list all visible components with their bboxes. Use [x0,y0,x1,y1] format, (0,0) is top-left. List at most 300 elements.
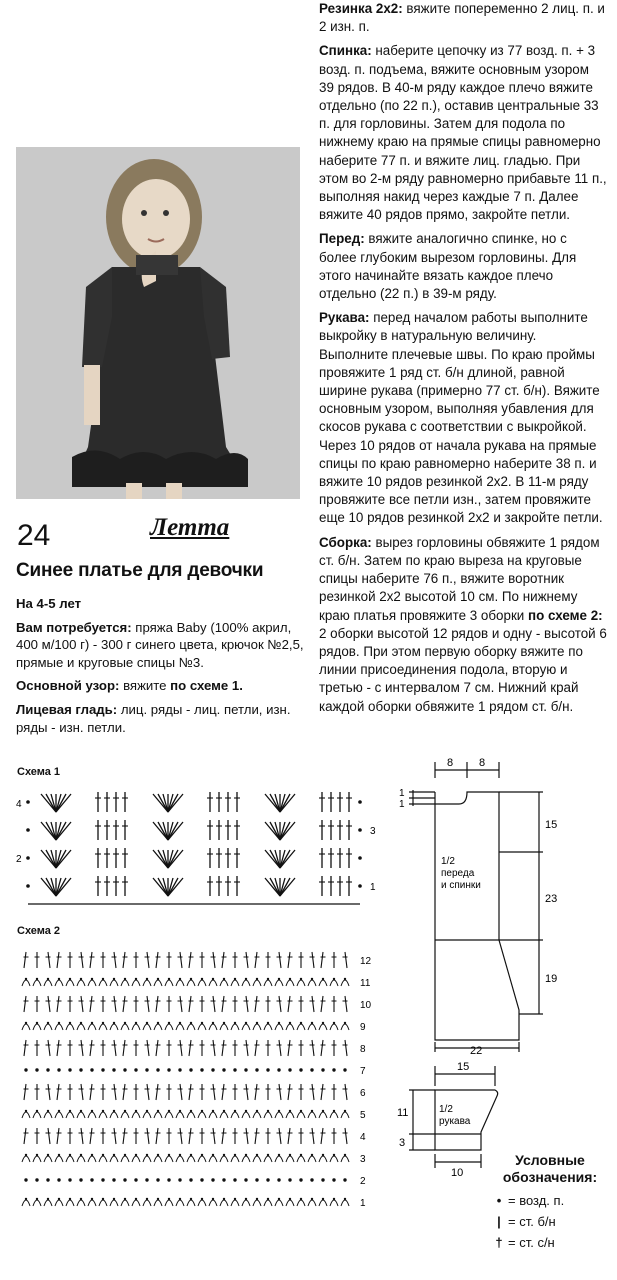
scheme2-arch [33,1112,41,1118]
scheme2-chain-dot [212,1198,214,1200]
scheme2-chain-dot [267,1198,269,1200]
scheme2-chain-dot [289,1022,291,1024]
scheme2-arch [154,1156,162,1162]
scheme2-chain-dot [69,1154,71,1156]
scheme2-arch [132,980,140,986]
scheme2-dc-stitch [222,1040,224,1056]
scheme2-dc-stitch [288,952,290,968]
scheme2-dc-stitch [222,952,224,968]
scheme2-arch [330,1024,338,1030]
scheme2-chain-dot [299,1178,302,1181]
scheme2-chain-dot [46,1068,49,1071]
scheme2-arch [110,980,118,986]
scheme2-arch [165,980,173,986]
scheme2-chain-dot [168,1154,170,1156]
scheme2-chain-dot [101,1068,104,1071]
scheme2-chain-dot [47,1198,49,1200]
scheme2-dc-stitch [57,952,59,968]
scheme2-chain-dot [344,978,346,980]
scheme2-arch [44,1200,52,1206]
scheme2-chain-dot [300,1154,302,1156]
scheme2-chain-dot [157,1198,159,1200]
scheme2-chain-dot [256,1022,258,1024]
scheme2-arch [176,1156,184,1162]
scheme2-dc-stitch [345,1128,347,1144]
scheme2-chain-dot [245,1022,247,1024]
scheme2-chain-dot [289,978,291,980]
scheme2-arch [286,1156,294,1162]
dim-right-23: 23 [545,893,558,905]
scheme2-arch [176,1112,184,1118]
scheme2-chain-dot [245,978,247,980]
scheme2-dc-stitch [57,1084,59,1100]
scheme2-arch [231,1024,239,1030]
scheme2-arch [242,1156,250,1162]
scheme2-arch [66,980,74,986]
scheme2-arch [341,980,349,986]
scheme2-chain-dot [145,1068,148,1071]
scheme2-arch [242,1024,250,1030]
scheme2-dc-stitch [90,1084,92,1100]
scheme2-dc-stitch [279,1128,281,1144]
scheme2-chain-dot [47,1110,49,1112]
scheme2-dc-stitch [288,1128,290,1144]
scheme2-dc-stitch [156,996,158,1012]
scheme2-arch [44,1024,52,1030]
scheme2-arch [110,1024,118,1030]
scheme2-chain-dot [200,1068,203,1071]
scheme2-chain-dot [189,1068,192,1071]
scheme2-arch [275,1024,283,1030]
scheme2-arch [132,1024,140,1030]
scheme2-arch [99,980,107,986]
scheme2-chain-dot [211,1178,214,1181]
scheme2-arch [275,1112,283,1118]
scheme2-arch [319,1024,327,1030]
scheme2-arch [198,1024,206,1030]
scheme2-row-label: 2 [360,1176,366,1187]
scheme2-arch [187,1200,195,1206]
scheme2-arch [297,1156,305,1162]
scheme2-dc-stitch [147,1084,149,1100]
scheme2-chain-dot [245,1198,247,1200]
sleeve-dim-top: 15 [457,1061,470,1073]
scheme2-arch [187,980,195,986]
scheme2-arch [154,980,162,986]
scheme2-arch [143,1200,151,1206]
scheme2-row-label: 3 [360,1154,366,1165]
scheme2-arch [264,1200,272,1206]
scheme2-chain-dot [58,1198,60,1200]
scheme2-dc-stitch [279,996,281,1012]
scheme2-chain-dot [80,1110,82,1112]
scheme2-dc-stitch [90,952,92,968]
scheme2-arch [55,980,63,986]
scheme2-chain-dot [25,1198,27,1200]
scheme2-chain-dot [289,1154,291,1156]
body-label-2: переда [441,868,475,879]
scheme2-dc-stitch [48,1040,50,1056]
scheme2-dc-stitch [288,996,290,1012]
scheme2-arch [253,1200,261,1206]
dim-bottom: 22 [470,1045,483,1057]
scheme2-chain-dot [124,1154,126,1156]
scheme2-dc-stitch [213,1128,215,1144]
scheme2-chain-dot [190,1198,192,1200]
scheme2-chain-dot [168,1198,170,1200]
scheme1-chain-dot [358,884,362,888]
scheme2-dc-stitch [147,1040,149,1056]
scheme1-chain-dot [358,828,362,832]
scheme2-arch [165,1024,173,1030]
scheme2-chain-dot [91,978,93,980]
scheme2-arch [77,1156,85,1162]
scheme2-chain-dot [58,1022,60,1024]
scheme2-dc-stitch [24,1040,26,1056]
scheme2-chain-dot [267,1154,269,1156]
scheme2-chain-dot [36,1198,38,1200]
scheme2-chain-dot [90,1178,93,1181]
scheme2-arch [33,1200,41,1206]
scheme2-chain-dot [277,1068,280,1071]
scheme2-chain-dot [123,1178,126,1181]
scheme2-chain-dot [156,1068,159,1071]
scheme2-chain-dot [167,1178,170,1181]
scheme2-chain-dot [278,978,280,980]
scheme2-arch [33,1024,41,1030]
scheme2-chain-dot [146,1110,148,1112]
scheme2-arch [77,1112,85,1118]
scheme2-arch [286,1112,294,1118]
scheme2-dc-stitch [345,996,347,1012]
scheme2-arch [66,1112,74,1118]
body-label-3: и спинки [441,880,481,891]
stockinette-label: Лицевая гладь: [16,701,118,717]
scheme2-chain-dot [146,1022,148,1024]
scheme2-row-label: 11 [360,978,371,989]
scheme2-arch [55,1024,63,1030]
scheme2-dc-stitch [189,996,191,1012]
scheme2-chain-dot [223,1154,225,1156]
scheme2-arch [253,1024,261,1030]
scheme2-arch [187,1156,195,1162]
scheme2-dc-stitch [255,996,257,1012]
scheme2-dc-stitch [246,952,248,968]
scheme2-dc-stitch [24,952,26,968]
scheme2-chain-dot [189,1178,192,1181]
scheme2-arch [209,1200,217,1206]
scheme2-chain-dot [24,1178,27,1181]
scheme2-chain-dot [256,1198,258,1200]
scheme2-chain-dot [58,1110,60,1112]
scheme2-arch [220,980,228,986]
scheme1-chain-dot [26,884,30,888]
chain-stitch-icon: • [496,1193,502,1208]
dim-right-15: 15 [545,819,558,831]
scheme2-chain-dot [102,1022,104,1024]
scheme2-chain-dot [190,978,192,980]
scheme2-chain-dot [69,1110,71,1112]
scheme2-chain-dot [333,1022,335,1024]
scheme2-chain-dot [311,1110,313,1112]
scheme2-arch [242,1200,250,1206]
scheme2-chain-dot [234,1110,236,1112]
scheme2-chain-dot [222,1068,225,1071]
front-paragraph: Перед: вяжите аналогично спинке, но с более глубоким вырезом горловины. Для этого начинайте вязать каждое плечо отдельно (22 п.) в 39-м ряду. [319,231,577,302]
scheme2-arch [286,1200,294,1206]
scheme2-arch [88,1024,96,1030]
scheme2-dc-stitch [255,1128,257,1144]
scheme2-chain-dot [333,1110,335,1112]
scheme2-chain-dot [223,978,225,980]
scheme2-arch [110,1200,118,1206]
scheme2-chain-dot [113,1022,115,1024]
scheme2-chain-dot [102,1110,104,1112]
scheme2-chain-dot [113,978,115,980]
scheme2-dc-stitch [279,1084,281,1100]
scheme2-dc-stitch [180,1128,182,1144]
scheme2-arch [209,980,217,986]
scheme2-chain-dot [135,978,137,980]
scheme2-dc-stitch [312,1084,314,1100]
scheme2-arch [88,980,96,986]
scheme2-chain-dot [69,1198,71,1200]
scheme2-dc-stitch [24,1128,26,1144]
scheme2-arch [220,1112,228,1118]
body-pattern-schematic [395,752,565,1067]
scheme2-arch [176,980,184,986]
scheme2-chain-dot [134,1068,137,1071]
scheme2-dc-stitch [288,1084,290,1100]
scheme2-chain-dot [234,1154,236,1156]
scheme2-dc-stitch [156,1040,158,1056]
scheme2-dc-stitch [57,1040,59,1056]
scheme2-chain-dot [201,1022,203,1024]
scheme1-row-label: 1 [370,882,376,893]
scheme2-chain-dot [311,1198,313,1200]
scheme2-chain-dot [233,1068,236,1071]
scheme2-arch [121,1200,129,1206]
scheme1-chain-dot [26,828,30,832]
sleeve-dim-11: 11 [397,1107,409,1119]
scheme1-fan-stitch [270,850,280,868]
scheme2-chain-dot [244,1178,247,1181]
scheme2-chain-dot [124,1198,126,1200]
scheme2-arch [198,1112,206,1118]
scheme2-chain-dot [90,1068,93,1071]
scheme2-arch [121,1156,129,1162]
scheme2-arch [143,1024,151,1030]
scheme2-arch [297,1200,305,1206]
scheme2-chain-dot [25,1022,27,1024]
scheme2-arch [253,1112,261,1118]
scheme2-dc-stitch [189,1084,191,1100]
scheme2-chain-dot [102,1198,104,1200]
scheme2-chain-dot [256,1154,258,1156]
scheme2-chain-dot [134,1178,137,1181]
scheme2-chain-dot [322,978,324,980]
scheme2-dc-stitch [345,1040,347,1056]
right-column-text [319,0,607,722]
scheme2-chain-dot [343,1068,346,1071]
scheme2-arch [220,1156,228,1162]
scheme1-chain-dot [358,800,362,804]
scheme2-chain-dot [102,978,104,980]
scheme2-chain-dot [212,1154,214,1156]
scheme2-arch [66,1156,74,1162]
legend-item-chain: • = возд. п. [490,1190,610,1211]
scheme2-chain-dot [80,978,82,980]
scheme2-arch [22,980,30,986]
scheme2-dc-stitch [213,952,215,968]
scheme2-chain-dot [135,1022,137,1024]
scheme2-chain-dot [321,1178,324,1181]
scheme2-arch [121,1112,129,1118]
scheme2-chain-dot [135,1154,137,1156]
scheme2-dc-stitch [312,1040,314,1056]
scheme2-chain-dot [344,1110,346,1112]
scheme1-fan-stitch [46,822,56,840]
dim-left-1a: 1 [399,788,405,799]
scheme2-chain-dot [124,978,126,980]
scheme2-chain-dot [255,1068,258,1071]
scheme2-arch [220,1200,228,1206]
main-pattern-label: Основной узор: [16,678,120,694]
scheme1-fan-stitch [270,822,280,840]
scheme2-chain-dot [299,1068,302,1071]
scheme2-chain-dot [223,1110,225,1112]
scheme2-label: Схема 2 [17,925,61,937]
scheme2-chain-dot [190,1110,192,1112]
scheme2-chain-dot [201,978,203,980]
scheme2-dc-stitch [345,952,347,968]
scheme2-dc-stitch [156,1084,158,1100]
scheme2-arch [264,980,272,986]
scheme2-chain-dot [266,1068,269,1071]
scheme2-arch [66,1200,74,1206]
scheme2-chain-dot [311,1154,313,1156]
scheme2-arch [297,1024,305,1030]
scheme2-arch [231,1200,239,1206]
scheme2-arch [330,1156,338,1162]
scheme2-chain-dot [333,1154,335,1156]
scheme2-arch [308,1156,316,1162]
scheme2-chain-dot [288,1178,291,1181]
scheme2-arch [209,1024,217,1030]
scheme2-dc-stitch [81,952,83,968]
scheme2-chain-dot [278,1154,280,1156]
scheme2-arch [176,1200,184,1206]
scheme2-arch [22,1200,30,1206]
scheme2-dc-stitch [48,952,50,968]
scheme2-chain-dot [300,978,302,980]
scheme2-arch [165,1112,173,1118]
dim-top-right: 8 [479,757,486,769]
scheme2-chain-dot [322,1022,324,1024]
scheme2-chain-dot [300,1198,302,1200]
scheme2-arch [143,1156,151,1162]
scheme2-arch [132,1200,140,1206]
scheme2-arch [209,1156,217,1162]
scheme2-arch [286,1024,294,1030]
scheme2-dc-stitch [156,1128,158,1144]
scheme2-arch [44,1156,52,1162]
scheme2-dc-stitch [189,1040,191,1056]
body-label-1: 1/2 [441,856,455,867]
single-crochet-icon: | [497,1214,501,1229]
sleeve-dim-3: 3 [399,1137,406,1149]
scheme2-chain-dot [135,1198,137,1200]
scheme2-chain-dot [80,1198,82,1200]
scheme2-arch [231,1156,239,1162]
scheme2-arch [209,1112,217,1118]
main-pattern-ref: по схеме 1. [170,678,243,694]
scheme2-chain-dot [157,978,159,980]
scheme2-dc-stitch [147,1128,149,1144]
scheme2-dc-stitch [222,1084,224,1100]
double-crochet-icon: † [495,1235,503,1250]
scheme2-dc-stitch [147,996,149,1012]
scheme2-arch [341,1112,349,1118]
legend-item-sc: | = ст. б/н [490,1211,610,1232]
scheme2-chain-dot [278,1110,280,1112]
materials-label: Вам потребуется: [16,619,132,635]
scheme2-dc-stitch [81,1128,83,1144]
scheme2-dc-stitch [189,952,191,968]
scheme2-chain-dot [234,1022,236,1024]
scheme2-row-label: 10 [360,1000,372,1011]
scheme2-arch [55,1200,63,1206]
scheme2-arch [176,1024,184,1030]
scheme1-fan-stitch [158,794,168,812]
rib-paragraph: Резинка 2х2: вяжите попеременно 2 лиц. п. и 2 изн. п. [319,1,605,35]
scheme2-chain-dot [245,1154,247,1156]
scheme2-dc-stitch [57,996,59,1012]
materials-text: пряжа Baby (100% акрил, 400 м/100 г) - 300 г синего цвета, крючок №2,5, прямые и круговые спицы №3. [16,619,304,670]
scheme2-dc-stitch [246,996,248,1012]
scheme2-dc-stitch [180,1084,182,1100]
scheme2-chain-dot [277,1178,280,1181]
scheme2-dc-stitch [123,1128,125,1144]
scheme2-chain-dot [79,1178,82,1181]
scheme2-chain-dot [113,1198,115,1200]
scheme2-arch [99,1200,107,1206]
scheme1-chain-dot [26,800,30,804]
scheme2-chain-dot [333,978,335,980]
scheme2-chain-dot [234,1198,236,1200]
scheme2-dc-stitch [246,1128,248,1144]
scheme2-dc-stitch [213,1040,215,1056]
scheme2-arch [231,1112,239,1118]
brand-logo: Летта [150,514,230,541]
scheme1-fan-stitch [158,822,168,840]
scheme2-chain-dot [167,1068,170,1071]
scheme2-arch [330,1112,338,1118]
scheme2-chain-dot [344,1198,346,1200]
scheme2-dc-stitch [279,1040,281,1056]
scheme2-chain-dot [300,1022,302,1024]
scheme2-arch [275,980,283,986]
scheme2-chain-dot [200,1178,203,1181]
scheme2-chain-dot [310,1068,313,1071]
scheme2-arch [132,1156,140,1162]
scheme2-arch [253,980,261,986]
scheme2-arch [286,980,294,986]
dim-top-left: 8 [447,757,454,769]
scheme2-chain-dot [211,1068,214,1071]
scheme2-dc-stitch [90,996,92,1012]
page-title: Синее платье для девочки [16,560,264,581]
